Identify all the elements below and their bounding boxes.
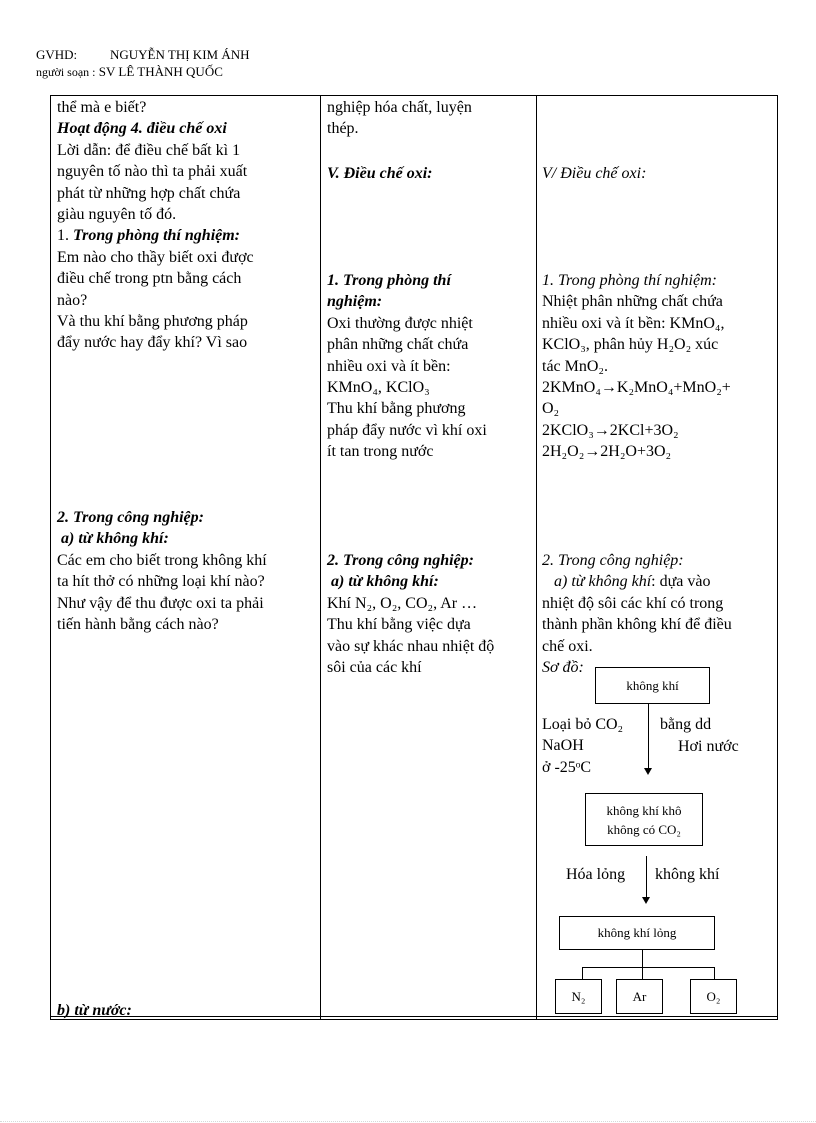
industry-heading: 2. Trong công nghiệp:	[57, 509, 204, 526]
formula-line: KMnO₄, KClO₃	[327, 379, 430, 397]
text-line: Như vậy để thu được oxi ta phải	[57, 594, 264, 612]
activity-title: Hoạt động 4. điều chế oxi	[57, 120, 227, 138]
text-line: thành phần không khí để điều	[542, 616, 732, 634]
branch-bar	[582, 967, 714, 968]
text-line: nào?	[57, 291, 88, 309]
text-line: phát từ những hợp chất chứa	[57, 184, 241, 202]
step-text: Loại bỏ CO₂	[542, 716, 624, 733]
text-line: giàu nguyên tố đó.	[57, 206, 177, 224]
dry-air-box	[585, 793, 703, 846]
branch-leg	[642, 967, 643, 979]
step2-left: Hóa lỏng	[566, 866, 626, 883]
nitrogen-box: N₂	[555, 979, 602, 1014]
page-footer-rule	[0, 1121, 816, 1122]
text-line: ta hít thở có những loại khí nào?	[57, 573, 265, 591]
lab-heading: nghiệm:	[327, 293, 383, 311]
text-line: tác MnO₂.	[542, 357, 609, 375]
text-line: phân những chất chứa	[327, 336, 469, 354]
text-line: Lời dẫn: để điều chế bất kì 1	[57, 141, 241, 159]
header-gvhd	[36, 48, 250, 62]
section-5-heading: V. Điều chế oxi:	[327, 165, 433, 182]
text-line: chế oxi.	[542, 637, 593, 655]
diagram-label: Sơ đồ:	[542, 659, 584, 677]
arrow-down-icon	[644, 768, 652, 775]
column-divider	[536, 96, 537, 1019]
industry-note-block	[542, 550, 732, 678]
lesson-table	[50, 95, 778, 1020]
text-line: Nhiệt phân những chất chứa	[542, 293, 723, 311]
gvhd-name: NGUYỄN THỊ KIM ÁNH	[110, 47, 250, 62]
text-line: vào sự khác nhau nhiệt độ	[327, 637, 495, 655]
box-text: không có CO₂	[607, 822, 681, 837]
oxygen-box: O₂	[690, 979, 737, 1014]
text-line: thép.	[327, 120, 359, 138]
author-label: người soạn :	[36, 65, 96, 79]
text-line: nhiều oxi và ít bền:	[327, 357, 451, 375]
equation: 2KMnO₄→K₂MnO₄+MnO₂+	[542, 379, 731, 397]
from-air-heading: a) từ không khí	[554, 573, 652, 591]
student-activity-column	[327, 97, 472, 140]
section-5-note: V/ Điều chế oxi:	[542, 165, 647, 182]
step-text: ở -25ᵒC	[542, 758, 592, 776]
step2-right: không khí	[655, 866, 720, 883]
branch-leg	[582, 967, 583, 979]
gvhd-label: GVHD:	[36, 47, 78, 62]
from-water-heading: b) từ nước:	[57, 1002, 132, 1019]
lab-heading	[57, 225, 254, 246]
lab-note-block	[542, 270, 731, 463]
text-line: điều chế trong ptn bằng cách	[57, 270, 242, 288]
column-divider	[320, 96, 321, 1019]
author-name: SV LÊ THÀNH QUỐC	[98, 64, 223, 79]
air-box: không khí	[595, 667, 710, 704]
industry-answer-block	[327, 550, 494, 678]
teacher-activity-column	[57, 97, 254, 354]
argon-box: Ar	[616, 979, 663, 1014]
arrow-shaft	[646, 856, 647, 899]
arrow-down-icon	[642, 897, 650, 904]
header-author	[36, 65, 223, 79]
text-line: nhiều oxi và ít bền: KMnO₄,	[542, 314, 725, 332]
text-line: nhiệt độ sôi các khí có trong	[542, 594, 724, 612]
box-text: không khí khô	[606, 803, 682, 818]
lab-heading: 1. Trong phòng thí	[327, 272, 451, 289]
equation: 2KClO₃→2KCl+3O₂	[542, 421, 679, 439]
step-text: NaOH	[542, 737, 584, 755]
text-line: nguyên tố nào thì ta phải xuất	[57, 163, 248, 181]
text-line: Các em cho biết trong không khí	[57, 551, 267, 569]
lab-heading-text: Trong phòng thí nghiệm:	[73, 227, 241, 245]
branch-leg	[714, 967, 715, 979]
text-fragment: : dựa vào	[651, 573, 711, 591]
liquid-air-box: không khí lỏng	[559, 916, 715, 950]
industry-question-block	[57, 507, 267, 635]
from-air-heading: a) từ không khí:	[61, 530, 169, 548]
text-line: pháp đẩy nước vì khí oxi	[327, 421, 487, 439]
text-line: đẩy nước hay đẩy khí? Vì sao	[57, 334, 248, 352]
text-line: Oxi thường được nhiệt	[327, 314, 473, 332]
text-line: Khí N₂, O₂, CO₂, Ar …	[327, 594, 478, 612]
step1-right-1: bằng dd	[660, 716, 712, 733]
step1-left	[542, 714, 623, 778]
from-air-heading: a) từ không khí:	[331, 573, 439, 591]
lab-heading-number: 1.	[57, 227, 73, 245]
text-line: ít tan trong nước	[327, 443, 434, 461]
text-line: Và thu khí bằng phương pháp	[57, 313, 248, 331]
text-line: sôi của các khí	[327, 659, 422, 677]
equation: O₂	[542, 400, 560, 418]
text-line: KClO₃, phân hủy H₂O₂ xúc	[542, 336, 719, 354]
branch-stem	[642, 950, 643, 968]
step1-right-2: Hơi nước	[678, 738, 739, 755]
lab-answer-block	[327, 270, 487, 463]
arrow-shaft	[648, 704, 649, 769]
table-bottom-rule	[51, 1016, 777, 1017]
lab-heading: 1. Trong phòng thí nghiệm:	[542, 272, 717, 289]
equation: 2H₂O₂→2H₂O+3O₂	[542, 443, 672, 461]
industry-heading: 2. Trong công nghiệp:	[327, 552, 474, 569]
text-line: Em nào cho thầy biết oxi được	[57, 248, 254, 266]
text-line: nghiệp hóa chất, luyện	[327, 99, 472, 116]
text-line: Thu khí bằng việc dựa	[327, 616, 471, 634]
industry-heading: 2. Trong công nghiệp:	[542, 552, 684, 569]
from-air-line	[542, 571, 732, 592]
text-line: Thu khí bằng phương	[327, 400, 466, 418]
text-line: tiến hành bằng cách nào?	[57, 616, 219, 634]
text-line: thể mà e biết?	[57, 99, 147, 116]
